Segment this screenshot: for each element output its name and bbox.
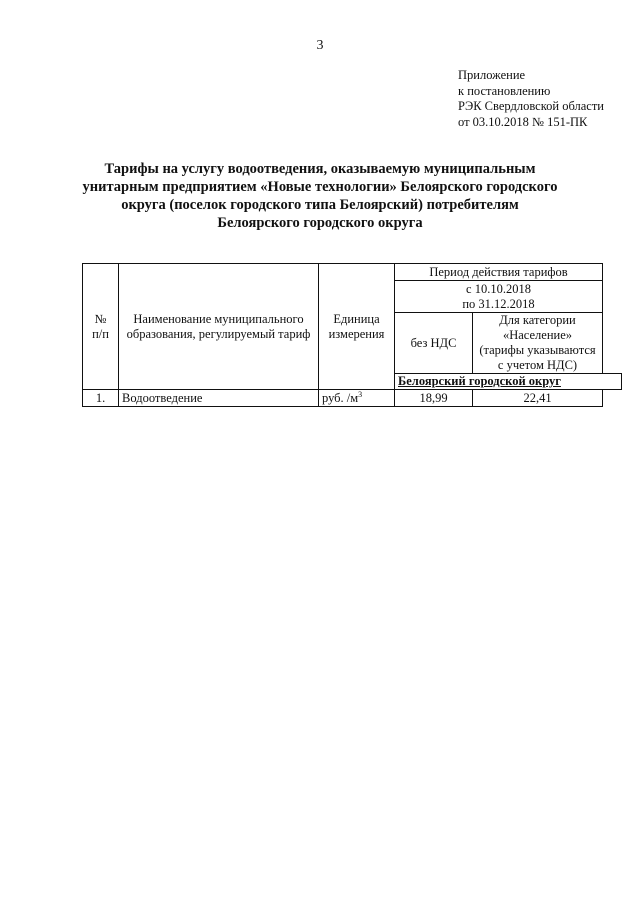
title-line: Белоярского городского округа [217, 215, 423, 231]
header-without-vat: без НДС [395, 313, 473, 374]
title-line: унитарным предприятием «Новые технологии» Белоярского городского [82, 179, 558, 195]
appendix-line: от 03.10.2018 № 151-ПК [458, 114, 588, 129]
header-dates-line: с 10.10.2018 [466, 281, 531, 296]
row-population: 22,41 [473, 390, 603, 407]
header-row [83, 264, 622, 281]
tariff-table [82, 263, 622, 407]
row-unit-sup: 3 [358, 389, 363, 399]
document-title [60, 160, 580, 232]
row-unit [319, 390, 395, 407]
page-number: 3 [316, 38, 324, 53]
header-population-line: «Население» [502, 328, 573, 342]
title-line: Тарифы на услугу водоотведения, оказываемую муниципальным [104, 161, 536, 177]
header-population-line: с учетом НДС) [497, 358, 578, 372]
header-num-line: № [94, 311, 107, 326]
row-without-vat: 18,99 [395, 390, 473, 407]
header-num [83, 264, 119, 390]
header-population-line: Для категории [499, 313, 576, 327]
header-period: Период действия тарифов [395, 264, 603, 281]
appendix-block [458, 68, 604, 130]
appendix-line: к постановлению [458, 83, 551, 98]
appendix-line: Приложение [458, 68, 526, 82]
header-name: Наименование муниципального образования, регулируемый тариф [119, 264, 319, 390]
row-name: Водоотведение [119, 390, 319, 407]
table-row [83, 390, 622, 407]
header-unit: Единица измерения [319, 264, 395, 390]
row-unit-text: руб. /м [322, 390, 359, 405]
row-num: 1. [83, 390, 119, 407]
header-population-line: (тарифы указываются [479, 343, 596, 357]
title-line: округа (поселок городского типа Белоярский) потребителям [121, 197, 519, 213]
header-population [473, 313, 603, 374]
header-dates [395, 281, 603, 313]
header-num-line: п/п [92, 326, 109, 341]
header-dates-line: по 31.12.2018 [462, 296, 535, 311]
section-label: Белоярский городской округ [395, 374, 622, 390]
appendix-line: РЭК Свердловской области [458, 99, 604, 113]
